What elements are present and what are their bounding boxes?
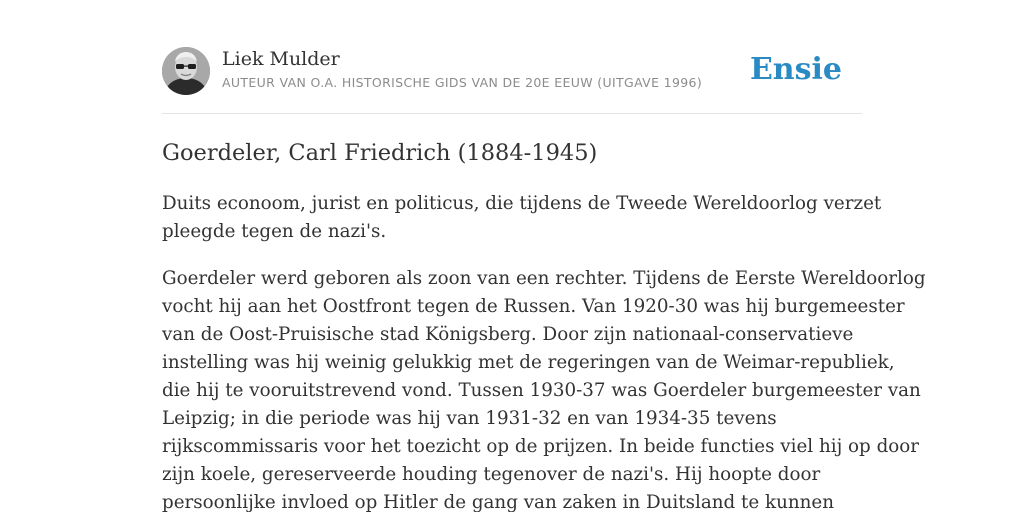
header-divider	[162, 113, 862, 114]
page	[162, 0, 926, 512]
article-paragraph	[162, 190, 882, 246]
paragraph-line: pleegde tegen de nazi's.	[162, 221, 387, 242]
paragraph-line: zijn koele, gereserveerde houding tegenover de nazi's. Hij hoopte door	[162, 464, 821, 485]
paragraph-line: Duits econoom, jurist en politicus, die tijdens de Tweede Wereldoorlog verzet	[162, 193, 882, 214]
paragraph-line: van de Oost-Pruisische stad Königsberg. Door zijn nationaal-conservatieve	[162, 324, 854, 345]
article-paragraph	[162, 265, 926, 512]
paragraph-line: vocht hij aan het Oostfront tegen de Russen. Van 1920-30 was hij burgemeester	[162, 296, 905, 317]
article-title: Goerdeler, Carl Friedrich (1884-1945)	[162, 140, 598, 166]
paragraph-line: Leipzig; in die periode was hij van 1931-32 en van 1934-35 tevens	[162, 408, 777, 429]
ensie-logo[interactable]: Ensie	[749, 52, 842, 87]
author-description: AUTEUR VAN O.A. HISTORISCHE GIDS VAN DE 20E EEUW (UITGAVE 1996)	[222, 75, 703, 90]
paragraph-line: persoonlijke invloed op Hitler de gang van zaken in Duitsland te kunnen	[162, 492, 834, 512]
author-name[interactable]: Liek Mulder	[222, 48, 340, 70]
author-avatar[interactable]	[162, 47, 210, 95]
paragraph-line: instelling was hij weinig gelukkig met de regeringen van de Weimar-republiek,	[162, 352, 895, 373]
paragraph-line: rijkscommissaris voor het toezicht op de prijzen. In beide functies viel hij op door	[162, 436, 920, 457]
paragraph-line: Goerdeler werd geboren als zoon van een rechter. Tijdens de Eerste Wereldoorlog	[162, 268, 926, 289]
author-header	[162, 46, 862, 96]
person-portrait-icon	[162, 47, 210, 95]
paragraph-line: die hij te vooruitstrevend vond. Tussen 1930-37 was Goerdeler burgemeester van	[162, 380, 921, 401]
